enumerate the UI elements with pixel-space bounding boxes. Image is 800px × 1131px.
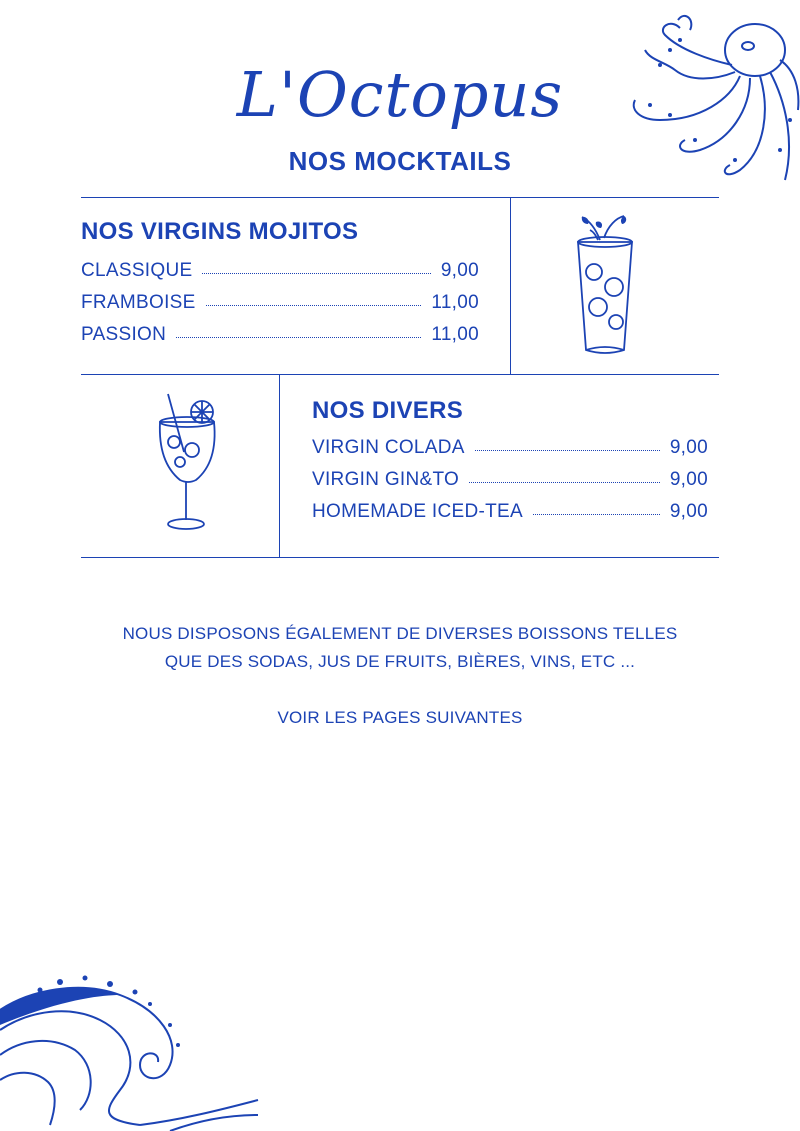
- wave-illustration: [0, 970, 260, 1131]
- menu-item-price: 9,00: [669, 437, 708, 458]
- leader-dots: [206, 305, 422, 306]
- menu-item-price: 11,00: [431, 324, 479, 345]
- menu-item-price: 11,00: [431, 292, 479, 313]
- menu-item-name: VIRGIN COLADA: [312, 437, 465, 458]
- menu-item-row: [81, 324, 479, 346]
- divider-middle: [81, 374, 719, 375]
- note-line-1: NOUS DISPOSONS ÉGALEMENT DE DIVERSES BOISSONS TELLES: [122, 624, 678, 643]
- section-title-divers: NOS DIVERS: [312, 397, 464, 424]
- leader-dots: [202, 273, 430, 274]
- menu-item-row: [312, 501, 708, 523]
- divider-vertical-bottom: [279, 374, 280, 557]
- spritz-glass-illustration: [150, 392, 230, 534]
- mojito-glass-illustration: [570, 212, 640, 358]
- divider-top: [81, 197, 719, 198]
- divider-bottom: [81, 557, 719, 558]
- menu-item-price: 9,00: [669, 501, 708, 522]
- leader-dots: [475, 450, 660, 451]
- menu-item-name: PASSION: [81, 324, 167, 345]
- menu-item-name: FRAMBOISE: [81, 292, 196, 313]
- brand-logo: L'Octopus: [236, 58, 564, 131]
- menu-item-row: [312, 437, 708, 459]
- leader-dots: [533, 514, 660, 515]
- menu-item-name: VIRGIN GIN&TO: [312, 469, 460, 490]
- divider-vertical-top: [510, 197, 511, 374]
- menu-item-row: [81, 260, 479, 282]
- page-subtitle: NOS MOCKTAILS: [288, 146, 512, 176]
- leader-dots: [176, 337, 421, 338]
- menu-item-row: [312, 469, 708, 491]
- leader-dots: [469, 482, 660, 483]
- menu-item-row: [81, 292, 479, 314]
- note-line-2: QUE DES SODAS, JUS DE FRUITS, BIÈRES, VINS, ETC ...: [164, 652, 636, 671]
- menu-item-price: 9,00: [440, 260, 479, 281]
- menu-item-name: HOMEMADE ICED-TEA: [312, 501, 523, 522]
- see-next-pages: VOIR LES PAGES SUIVANTES: [277, 708, 523, 727]
- menu-item-name: CLASSIQUE: [81, 260, 193, 281]
- menu-item-price: 9,00: [669, 469, 708, 490]
- section-title-mojitos: NOS VIRGINS MOJITOS: [81, 218, 359, 245]
